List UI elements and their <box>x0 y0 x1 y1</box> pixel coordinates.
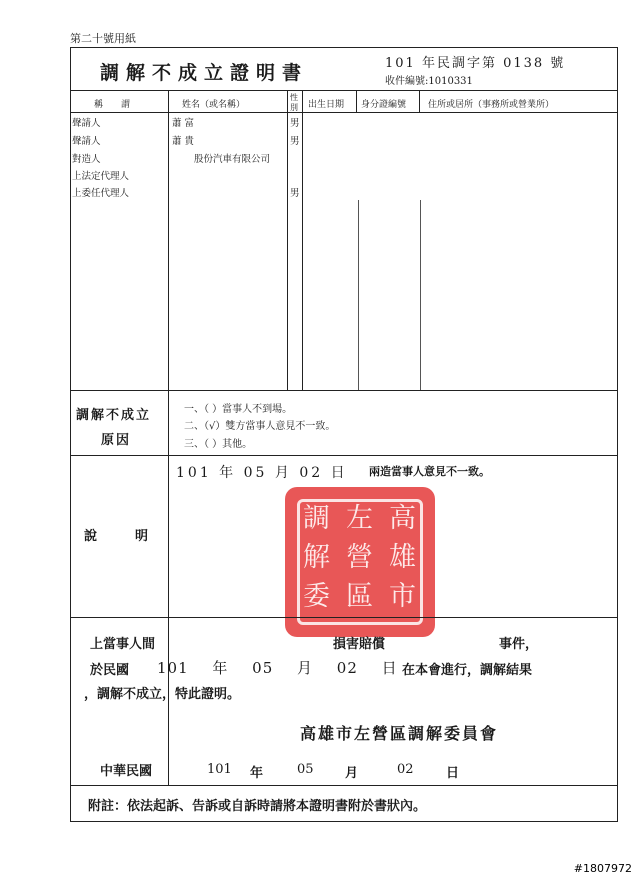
line2-prefix: 於民國 <box>90 663 130 678</box>
matter-prefix: 上當事人間 <box>90 637 156 652</box>
roc-label: 中華民國 <box>100 764 153 779</box>
col-line <box>302 90 303 390</box>
seal-char: 市 <box>389 581 416 612</box>
party-role: 聲請人 <box>72 136 101 147</box>
party-role: 對造人 <box>72 154 101 165</box>
col-line <box>168 90 169 390</box>
matter: 損害賠償 <box>333 637 386 652</box>
seal-char: 左 <box>346 503 373 534</box>
seal-char: 調 <box>303 503 330 534</box>
col-line <box>168 390 169 785</box>
seal-char: 營 <box>346 542 373 573</box>
explanation-text: 兩造當事人意見不一致。 <box>369 465 490 478</box>
party-role: 上法定代理人 <box>72 171 130 182</box>
party-name: 蕭 貴 <box>172 136 195 147</box>
col-role: 稱 謂 <box>94 100 131 110</box>
footnote: 附註：依法起訴、告訴或自訴時請將本證明書附於書狀內。 <box>88 799 427 814</box>
document-title: 調解不成立證明書 <box>100 62 309 84</box>
sign-year: 101 <box>207 762 232 777</box>
reason-item: 一、（ ）當事人不到場。 <box>184 404 293 415</box>
seal-char: 委 <box>303 581 330 612</box>
section-divider <box>70 785 618 786</box>
section-divider <box>70 617 618 618</box>
form-id: 第二十號用紙 <box>70 32 136 45</box>
sign-month: 05 <box>297 762 314 777</box>
col-line <box>358 200 359 390</box>
party-sex: 男 <box>290 136 300 147</box>
party-sex: 男 <box>290 118 300 129</box>
case-number: 101 年民調字第 0138 號 <box>385 56 566 71</box>
document-number: #1807972 <box>573 862 632 875</box>
line2-date: 101 年 05 月 02 日 <box>157 659 398 677</box>
party-role: 上委任代理人 <box>72 188 130 199</box>
reason-item: 二、（√）雙方當事人意見不一致。 <box>184 421 336 432</box>
reason-title: 調解不成立 <box>76 408 152 423</box>
col-address: 住所或居所（事務所或營業所） <box>428 100 555 110</box>
col-line <box>287 90 288 390</box>
col-line <box>420 200 421 390</box>
party-name: 蕭 富 <box>172 118 195 129</box>
col-sex: 性別 <box>290 93 298 112</box>
committee-name: 高雄市左營區調解委員會 <box>300 724 499 743</box>
seal-char: 解 <box>303 542 330 573</box>
party-role: 聲請人 <box>72 118 101 129</box>
col-line <box>419 90 420 112</box>
section-divider <box>70 455 618 456</box>
col-birth: 出生日期 <box>308 100 345 110</box>
explanation-label: 說 明 <box>84 529 153 544</box>
seal-char: 區 <box>346 581 373 612</box>
col-id: 身分證編號 <box>361 100 407 110</box>
header-divider <box>70 90 618 91</box>
col-line <box>356 90 357 112</box>
month-char: 月 <box>345 766 359 781</box>
reason-item: 三、（ ）其他。 <box>184 439 253 450</box>
day-char: 日 <box>446 766 460 781</box>
certification-line: ，調解不成立，特此證明。 <box>84 687 241 702</box>
section-divider <box>70 390 618 391</box>
column-header-divider <box>70 112 618 113</box>
explanation-date: 101 年 05 月 02 日 <box>176 465 348 481</box>
official-seal <box>285 487 435 637</box>
col-name: 姓名（或名稱） <box>182 100 246 110</box>
reason-title: 原因 <box>101 433 132 448</box>
matter-suffix: 事件， <box>499 637 539 652</box>
sign-day: 02 <box>397 762 414 777</box>
party-sex: 男 <box>290 188 300 199</box>
receipt-number: 收件編號:1010331 <box>385 76 473 87</box>
document-frame <box>70 47 618 822</box>
seal-char: 高 <box>389 503 416 534</box>
party-name: 股份汽車有限公司 <box>194 154 271 165</box>
seal-char: 雄 <box>389 542 416 573</box>
year-char: 年 <box>250 766 264 781</box>
line2-suffix: 在本會進行，調解結果 <box>402 663 533 678</box>
